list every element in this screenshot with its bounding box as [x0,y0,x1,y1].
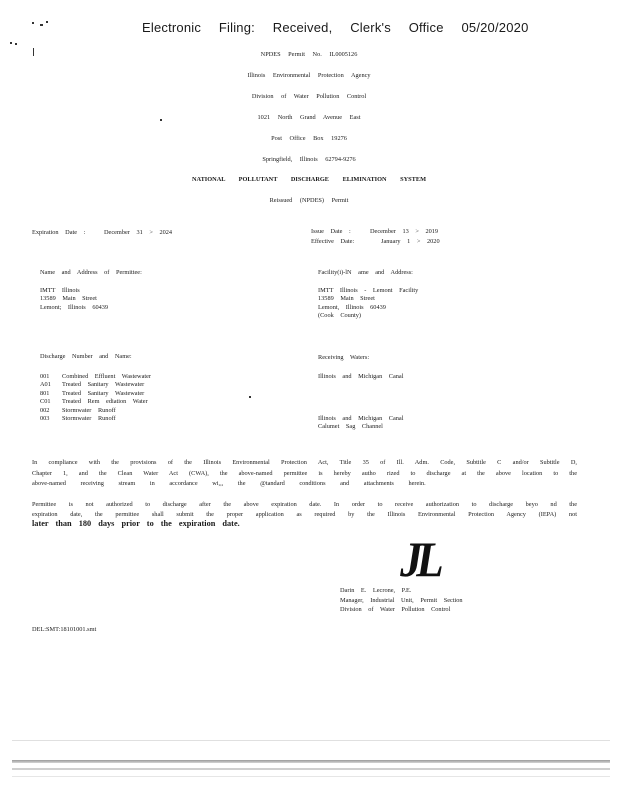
discharge-number: C01 [40,398,51,406]
scan-speck [40,24,43,26]
division-name: Division of Water Pollution Control [251,93,367,100]
issue-value: December 13 > 2019 [370,228,439,235]
signer-title: Manager, Industrial Unit, Permit Section [340,596,463,604]
permittee-line: Lemont; Illinois 60439 [40,303,109,311]
facility-line: 13589 Main Street [318,295,375,303]
renewal-line: expiration date, the permittee shall submit the proper application as required by the Illinois Environmental Protection Agency (IEPA) not [32,511,577,518]
discharge-item [40,398,151,406]
receiving-water: Illinois and Michigan Canal [318,373,404,380]
discharge-name: Treated Rem ediation Water [62,398,148,406]
street-address: 1021 North Grand Avenue East [257,114,361,121]
city-line: Springfield, Illinois 62794-9276 [262,156,356,163]
discharge-name: Stormwater Runoff [62,406,116,414]
renewal-line: Permittee is not authorized to discharge after the above expiration date. In order to receive authorization to discharge beyo nd the [32,501,577,508]
discharge-number: 801 [40,389,50,397]
discharge-number: 003 [40,415,50,423]
filing-stamp: Electronic Filing: Received, Clerk's Office 05/20/2020 [142,20,529,35]
scan-edge-line [12,740,610,741]
facility-line: (Cook County) [318,312,361,320]
discharge-number: A01 [40,381,51,389]
permittee-line: IMTT Illinois [40,287,80,294]
facility-block [318,269,413,277]
discharge-list [40,373,151,423]
permittee-address [40,287,108,312]
discharge-name: Treated Sanitary Wastewater [62,381,145,389]
discharge-name: Stormwater Runoff [62,415,116,423]
facility-address [318,287,418,321]
compliance-line: Chapter 1, and the Clean Water Act (CWA), the above-named permittee is hereby autho rized to discharge at the above location to the [32,470,577,477]
discharge-item [40,407,151,415]
discharge-name: Combined Effluent Wastewater [62,373,151,380]
signer-name: Darin E. Lecrone, P.E. [340,587,412,594]
facility-heading: Facility(i)-lN ame and Address: [318,269,413,276]
discharge-heading: Discharge Number and Name: [40,353,132,360]
scan-edge-line [12,776,610,777]
scan-speck [46,21,48,23]
effective-label: Effective Date: [311,238,355,245]
discharge-item [40,415,151,423]
receiving-list [318,415,403,432]
scan-edge-line [12,768,610,770]
discharge-name: Treated Sanitary Wastewater [62,389,145,397]
discharge-item [40,390,151,398]
facility-line: Lemont, Illinois 60439 [318,303,386,311]
renewal-line: later than 180 days prior to the expiration date. [32,519,240,528]
permit-number: NPDES Permit No. IL0005126 [260,51,358,58]
reference-code: DEL:SMT:18101001.smt [32,626,97,633]
compliance-line: above-named receiving stream in accordance wi,,, the @tandard conditions and attachments herein. [32,480,426,487]
facility-line: IMTT Illinois - Lemont Facility [318,287,419,294]
effective-value: January 1 > 2020 [381,238,440,245]
compliance-line: In compliance with the provisions of the Illinois Environmental Protection Act, Title 35 of Ill. Adm. Code, Subtitle C and/or Subtitle D, [32,459,577,466]
scan-speck [15,43,17,45]
scan-edge-line [12,760,610,763]
reissued-line: Reissued (NPDES) Permit [269,197,349,204]
expiration-label: Expiration Date : [32,229,86,236]
signature-block [340,586,463,615]
receiving-water: Illinois and Michigan Canal [318,415,404,422]
po-box: Post Office Box 19276 [271,135,347,142]
signature-mark: JL [400,531,438,587]
signer-division: Division of Water Pollution Control [340,606,451,613]
discharge-item [40,373,151,381]
agency-name: Illinois Environmental Protection Agency [247,72,371,79]
receiving-heading: Receiving Waters: [318,354,370,361]
permittee-block [40,269,142,277]
receiving-water: Calumet Sag Channel [318,423,383,431]
permittee-heading: Name and Address of Permittee: [40,269,142,276]
discharge-number: 001 [40,373,50,380]
scan-speck [32,22,34,24]
issue-label: Issue Date : [311,228,351,235]
scan-speck [249,396,251,398]
discharge-number: 002 [40,406,50,414]
discharge-item [40,381,151,389]
permittee-line: 13589 Main Street [40,295,97,303]
scan-speck [10,42,12,44]
expiration-value: December 31 > 2024 [104,229,173,236]
system-title: NATIONAL POLLUTANT DISCHARGE ELIMINATION SYSTEM [191,176,427,183]
